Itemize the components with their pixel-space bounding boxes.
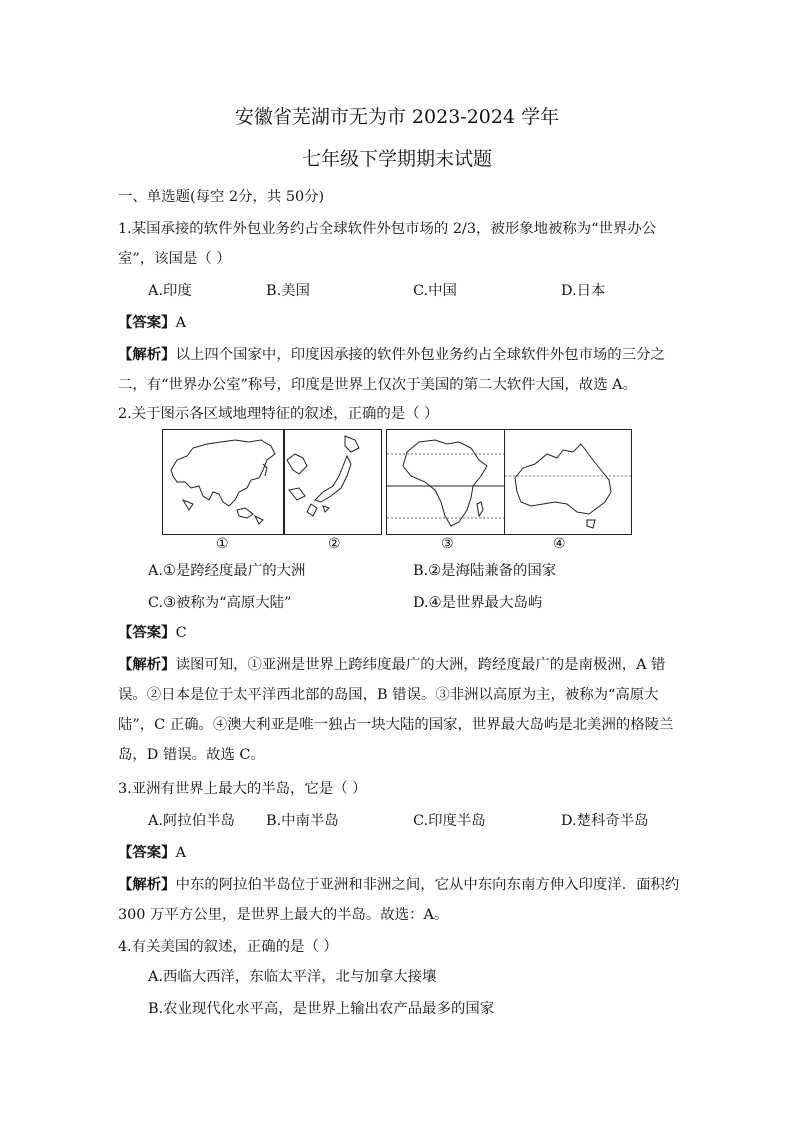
analysis-text: 中东的阿拉伯半岛位于亚洲和非洲之间，它从中东向东南方伸入印度洋．面积约 bbox=[175, 877, 680, 893]
q1-option-b: B.美国 bbox=[266, 283, 310, 299]
q3-option-a: A.阿拉伯半岛 bbox=[148, 813, 235, 829]
analysis-tag: 【解析】 bbox=[118, 656, 176, 673]
analysis-text: 读图可知，①亚洲是世界上跨纬度最广的大洲，跨经度最广的是南极洲，A 错 bbox=[175, 657, 666, 673]
q1-analysis-line2: 二，有“世界办公室”称号，印度是世界上仅次于美国的第二大软件大国，故选 A。 bbox=[118, 377, 637, 393]
map-label-4: ④ bbox=[553, 536, 566, 552]
q1-stem-line1: 1.某国承接的软件外包业务约占全球软件外包市场的 2/3，被形象地被称为“世界办公 bbox=[118, 221, 657, 237]
asia-map-icon bbox=[163, 430, 283, 534]
q2-answer bbox=[118, 623, 688, 643]
q2-option-b: B.②是海陆兼备的国家 bbox=[413, 563, 557, 579]
q2-analysis-line4: 岛，D 错误。故选 C。 bbox=[118, 747, 265, 763]
q2-option-a: A.①是跨经度最广的大洲 bbox=[148, 563, 306, 579]
q3-stem: 3.亚洲有世界上最大的半岛，它是（ ） bbox=[118, 781, 367, 797]
exam-title-line1: 安徽省芜湖市无为市 2023-2024 学年 bbox=[234, 106, 560, 128]
africa-map-icon bbox=[387, 430, 507, 534]
japan-map-icon bbox=[285, 430, 381, 534]
answer-value: C bbox=[175, 625, 187, 641]
map-label-1: ① bbox=[216, 536, 229, 552]
q2-analysis-line3: 陆”，C 正确。④澳大利亚是唯一独占一块大陆的国家，世界最大岛屿是北美洲的格陵兰 bbox=[118, 717, 674, 733]
q1-analysis-line1 bbox=[118, 345, 688, 365]
q2-stem: 2.关于图示各区域地理特征的叙述，正确的是（ ） bbox=[118, 406, 439, 422]
section-heading: 一、单选题(每空 2分，共 50分) bbox=[118, 189, 325, 205]
q4-option-a: A.西临大西洋，东临太平洋，北与加拿大接壤 bbox=[148, 969, 437, 985]
map-label-2: ② bbox=[328, 536, 341, 552]
q2-option-d: D.④是世界最大岛屿 bbox=[413, 595, 543, 611]
q2-option-c: C.③被称为“高原大陆” bbox=[148, 595, 292, 611]
australia-map-icon bbox=[505, 430, 631, 534]
map-panel-australia bbox=[504, 429, 632, 535]
answer-tag: 【答案】 bbox=[118, 624, 176, 641]
map-panel-asia bbox=[162, 429, 284, 535]
q3-analysis-line2: 300 万平方公里，是世界上最大的半岛。故选：A。 bbox=[118, 907, 449, 923]
q4-stem: 4.有关美国的叙述，正确的是（ ） bbox=[118, 939, 338, 955]
exam-title-line2: 七年级下学期期末试题 bbox=[301, 148, 492, 170]
q2-analysis-line1 bbox=[118, 655, 688, 675]
map-panel-africa bbox=[386, 429, 508, 535]
q1-option-a: A.印度 bbox=[148, 283, 192, 299]
answer-tag: 【答案】 bbox=[118, 844, 176, 861]
q2-analysis-line2: 误。②日本是位于太平洋西北部的岛国，B 错误。③非洲以高原为主，被称为“高原大 bbox=[118, 687, 659, 703]
answer-value: A bbox=[175, 845, 186, 861]
q1-option-c: C.中国 bbox=[413, 283, 457, 299]
analysis-tag: 【解析】 bbox=[118, 876, 176, 893]
analysis-text: 以上四个国家中，印度因承接的软件外包业务约占全球软件外包市场的三分之 bbox=[175, 347, 665, 363]
q1-option-d: D.日本 bbox=[561, 283, 606, 299]
q3-answer bbox=[118, 843, 688, 863]
q1-answer bbox=[118, 313, 688, 333]
map-panel-japan bbox=[284, 429, 382, 535]
answer-value: A bbox=[175, 315, 186, 331]
q2-map-figure bbox=[162, 429, 632, 539]
q4-option-b: B.农业现代化水平高，是世界上输出农产品最多的国家 bbox=[148, 1001, 495, 1017]
q3-option-c: C.印度半岛 bbox=[413, 813, 486, 829]
map-label-3: ③ bbox=[441, 536, 454, 552]
q1-stem-line2: 室”，该国是（ ） bbox=[118, 251, 231, 267]
q3-option-d: D.楚科奇半岛 bbox=[561, 813, 649, 829]
q3-analysis-line1 bbox=[118, 875, 688, 895]
analysis-tag: 【解析】 bbox=[118, 346, 176, 363]
answer-tag: 【答案】 bbox=[118, 314, 176, 331]
q3-option-b: B.中南半岛 bbox=[266, 813, 339, 829]
